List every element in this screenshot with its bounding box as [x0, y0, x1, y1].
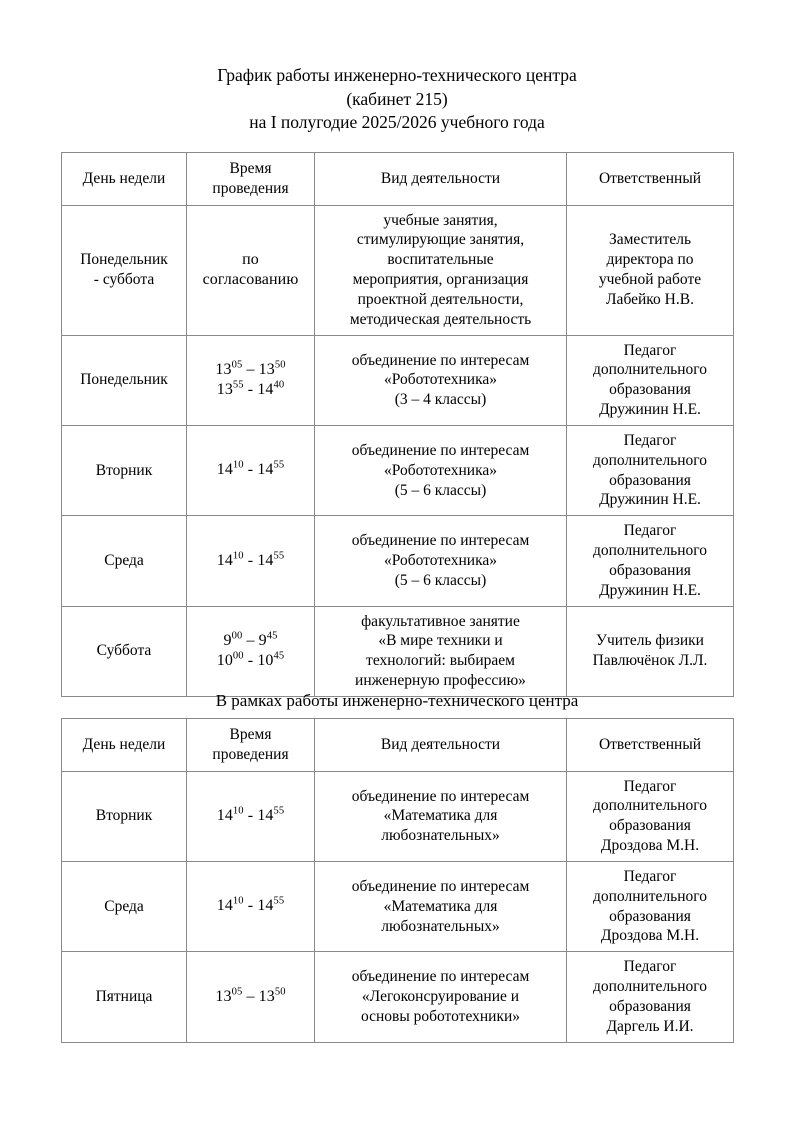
- table-row: [62, 952, 734, 1042]
- cell-activity: [315, 205, 567, 335]
- cell-activity-line: «Математика для: [383, 807, 498, 825]
- cell-day-line: - суббота: [93, 271, 155, 289]
- cell-activity-line: «Легоконсруирование и: [361, 988, 520, 1006]
- cell-time-line: $13^{05} - 13^{50}$: [215, 359, 286, 378]
- cell-activity-line: воспитательные: [387, 251, 494, 269]
- section-subheading: В рамках работы инженерно-технического центра: [215, 691, 579, 710]
- cell-activity-line: объединение по интересам: [351, 532, 530, 550]
- cell-responsible-line: Павлючёнок Л.Л.: [592, 652, 708, 670]
- cell-responsible-line: Дружинин Н.Е.: [599, 491, 701, 509]
- cell-time: [187, 952, 315, 1042]
- column-header-time-line1: Время: [229, 726, 272, 743]
- cell-time-line: $14^{10} - 14^{55}$: [216, 805, 285, 825]
- column-header-time-line2: проведения: [212, 745, 289, 763]
- column-header-time-line2: проведения: [212, 179, 289, 197]
- cell-responsible-line: Учитель физики: [596, 632, 704, 650]
- cell-time: [187, 771, 315, 861]
- cell-time-line: $14^{10} - 14^{55}$: [216, 550, 285, 569]
- cell-time-line: $9^{00} - 9^{45}$: [223, 630, 278, 649]
- cell-activity-line: объединение по интересам: [351, 351, 530, 369]
- column-header-time: [187, 153, 315, 206]
- cell-time: [187, 425, 315, 515]
- cell-day: [62, 771, 187, 861]
- cell-activity-line: «Робототехника»: [384, 551, 497, 569]
- cell-activity: [315, 425, 567, 515]
- table-header-row: [62, 719, 734, 772]
- cell-responsible-line: Заместитель: [608, 231, 692, 249]
- cell-activity: [315, 335, 567, 425]
- cell-responsible-line: Педагог: [623, 431, 677, 449]
- cell-activity-line: учебные занятия,: [383, 211, 498, 229]
- column-header-activity: Вид деятельности: [315, 719, 567, 772]
- column-header-time-line1: Время: [229, 160, 272, 177]
- table-body-main: [62, 205, 734, 696]
- cell-activity-line: методическая деятельность: [349, 310, 532, 328]
- cell-day-line: Вторник: [95, 807, 153, 825]
- cell-responsible-line: дополнительного: [592, 361, 708, 379]
- document-title: [61, 64, 733, 135]
- cell-day: [62, 335, 187, 425]
- column-header-responsible: Ответственный: [567, 719, 734, 772]
- cell-responsible-line: образования: [609, 381, 691, 399]
- cell-responsible: [567, 952, 734, 1042]
- table-row: [62, 425, 734, 515]
- table-row: [62, 771, 734, 861]
- cell-responsible: [567, 335, 734, 425]
- cell-activity-line: объединение по интересам: [351, 877, 530, 895]
- cell-activity-line: «Робототехника»: [384, 371, 497, 389]
- cell-time-line: согласованию: [202, 271, 299, 289]
- cell-responsible-line: Дроздова М.Н.: [600, 837, 700, 855]
- cell-responsible-line: Лабейко Н.В.: [606, 290, 694, 308]
- cell-responsible-line: Педагог: [623, 867, 677, 885]
- cell-day-line: Суббота: [96, 642, 152, 660]
- cell-activity-line: любознательных»: [381, 827, 500, 845]
- cell-responsible-line: образования: [609, 817, 691, 835]
- table-row: [62, 205, 734, 335]
- cell-activity-line: проектной деятельности,: [357, 290, 524, 308]
- cell-activity-line: объединение по интересам: [351, 787, 530, 805]
- cell-responsible-line: дополнительного: [592, 542, 708, 560]
- cell-activity-line: мероприятия, организация: [352, 271, 529, 289]
- column-header-day: День недели: [62, 153, 187, 206]
- cell-time: [187, 205, 315, 335]
- cell-responsible: [567, 606, 734, 696]
- cell-responsible-line: Даргель И.И.: [606, 1017, 694, 1035]
- cell-activity: [315, 516, 567, 606]
- cell-time-line: $14^{10} - 14^{55}$: [216, 896, 285, 915]
- cell-time-line: $10^{00} - 10^{45}$: [216, 650, 285, 670]
- column-header-day: День недели: [62, 719, 187, 772]
- cell-activity-line: «Математика для: [383, 897, 498, 915]
- cell-responsible-line: дополнительного: [592, 978, 708, 996]
- table-row: [62, 861, 734, 951]
- cell-day-line: Пятница: [95, 988, 153, 1006]
- cell-activity-line: объединение по интересам: [351, 968, 530, 986]
- cell-responsible: [567, 771, 734, 861]
- cell-activity-line: «Робототехника»: [384, 461, 497, 479]
- cell-time: [187, 606, 315, 696]
- table-body-secondary: [62, 771, 734, 1042]
- cell-responsible-line: Дружинин Н.Е.: [599, 581, 701, 599]
- table-header-row: [62, 153, 734, 206]
- cell-responsible-line: Дроздова М.Н.: [600, 927, 700, 945]
- cell-time-line: $14^{10} - 14^{55}$: [216, 460, 285, 479]
- cell-time: [187, 335, 315, 425]
- cell-activity: [315, 771, 567, 861]
- cell-responsible: [567, 425, 734, 515]
- cell-activity: [315, 606, 567, 696]
- cell-responsible-line: Дружинин Н.Е.: [599, 401, 701, 419]
- cell-activity-line: (5 – 6 классы): [394, 481, 487, 499]
- cell-activity-line: стимулирующие занятия,: [356, 231, 525, 249]
- cell-activity-line: (5 – 6 классы): [394, 571, 487, 589]
- schedule-table-secondary: [61, 718, 734, 1043]
- cell-day-line: Среда: [104, 897, 144, 915]
- cell-day: [62, 516, 187, 606]
- cell-day-line: Вторник: [95, 461, 153, 479]
- column-header-activity: Вид деятельности: [315, 153, 567, 206]
- cell-time: [187, 516, 315, 606]
- cell-time: [187, 861, 315, 951]
- cell-activity-line: инженерную профессию»: [355, 672, 526, 690]
- cell-responsible-line: учебной работе: [598, 271, 702, 289]
- cell-responsible-line: Педагог: [623, 958, 677, 976]
- cell-responsible-line: образования: [609, 997, 691, 1015]
- cell-responsible-line: дополнительного: [592, 451, 708, 469]
- cell-responsible-line: Педагог: [623, 522, 677, 540]
- column-header-time: [187, 719, 315, 772]
- cell-activity-line: объединение по интересам: [351, 441, 530, 459]
- cell-responsible-line: директора по: [606, 251, 694, 269]
- table-row: [62, 606, 734, 696]
- cell-day: [62, 205, 187, 335]
- cell-activity-line: основы робототехники»: [360, 1007, 521, 1025]
- cell-responsible-line: Педагог: [623, 777, 677, 795]
- title-line-1: График работы инженерно-технического центра: [217, 65, 577, 85]
- cell-activity-line: технологий: выбираем: [366, 652, 515, 670]
- cell-day: [62, 861, 187, 951]
- cell-responsible-line: Педагог: [623, 341, 677, 359]
- cell-activity-line: «В мире техники и: [378, 632, 503, 650]
- cell-day-line: Среда: [104, 551, 144, 569]
- column-header-responsible: Ответственный: [567, 153, 734, 206]
- cell-responsible-line: образования: [609, 561, 691, 579]
- cell-day-line: Понедельник: [80, 251, 168, 269]
- cell-time-line: по: [242, 250, 259, 268]
- cell-responsible-line: образования: [609, 907, 691, 925]
- cell-day-line: Понедельник: [80, 371, 168, 389]
- cell-responsible-line: дополнительного: [592, 797, 708, 815]
- title-line-3: на I полугодие 2025/2026 учебного года: [249, 112, 545, 133]
- cell-day: [62, 425, 187, 515]
- cell-time-line: $13^{55} - 14^{40}$: [216, 379, 285, 399]
- cell-responsible: [567, 861, 734, 951]
- cell-activity: [315, 952, 567, 1042]
- table-row: [62, 516, 734, 606]
- table-row: [62, 335, 734, 425]
- cell-activity-line: (3 – 4 классы): [394, 391, 487, 409]
- cell-responsible-line: образования: [609, 471, 691, 489]
- cell-day: [62, 952, 187, 1042]
- cell-activity: [315, 861, 567, 951]
- schedule-table-main: [61, 152, 734, 697]
- cell-responsible: [567, 205, 734, 335]
- cell-responsible: [567, 516, 734, 606]
- title-line-2: (кабинет 215): [346, 88, 448, 109]
- cell-activity-line: любознательных»: [381, 917, 500, 935]
- cell-time-line: $13^{05} - 13^{50}$: [215, 986, 286, 1005]
- cell-activity-line: факультативное занятие: [361, 612, 520, 630]
- cell-day: [62, 606, 187, 696]
- cell-responsible-line: дополнительного: [592, 887, 708, 905]
